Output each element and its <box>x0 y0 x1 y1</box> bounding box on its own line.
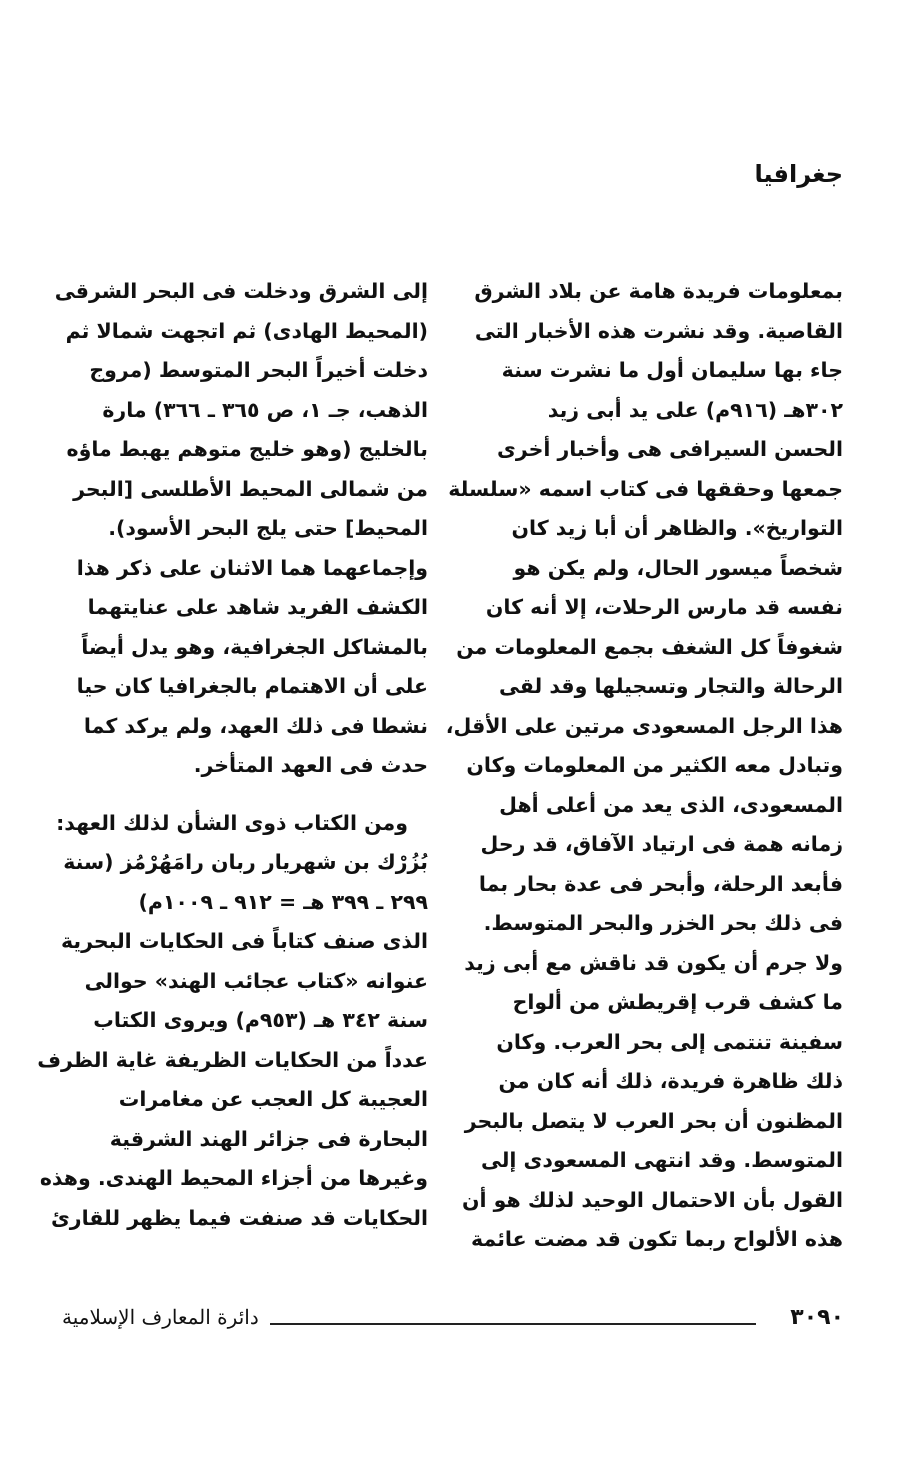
text-line: نفسه قد مارس الرحلات، إلا أنه كان <box>485 595 843 619</box>
text-line: من شمالى المحيط الأطلسى [البحر <box>73 476 428 501</box>
text-line: الحسن السيرافى هى وأخبار أخرى <box>497 437 843 461</box>
text-line: ذلك ظاهرة فريدة، ذلك أنه كان من <box>498 1069 843 1093</box>
text-line: ٢٩٩ ـ ٣٩٩ هـ = ٩١٢ ـ ١٠٠٩م) <box>138 889 428 914</box>
text-line: بُزُرْك بن شهريار ربان رامَهُرْمُز (سنة <box>63 850 428 874</box>
page-number: ٣٠٩٠ <box>790 1305 844 1330</box>
text-line: دخلت أخيراً البحر المتوسط (مروج <box>89 358 428 382</box>
text-line: القاصية. وقد نشرت هذه الأخبار التى <box>474 318 843 343</box>
text-line: سنة ٣٤٢ هـ (٩٥٣م) ويروى الكتاب <box>93 1008 428 1032</box>
text-line: وتبادل معه الكثير من المعلومات وكان <box>466 753 843 777</box>
text-line: ومن الكتاب ذوى الشأن لذلك العهد: <box>56 810 408 835</box>
text-line: عنوانه «كتاب عجائب الهند» حوالى <box>84 968 428 993</box>
text-line: فى ذلك بحر الخزر والبحر المتوسط. <box>483 911 843 935</box>
text-line: الرحالة والتجار وتسجيلها وقد لقى <box>499 674 843 698</box>
text-line: جمعها وحققها فى كتاب اسمه «سلسلة <box>448 476 843 501</box>
text-line: زمانه همة فى ارتياد الآفاق، قد رحل <box>480 832 843 856</box>
text-line: ٣٠٢هـ (٩١٦م) على يد أبى زيد <box>547 397 843 422</box>
text-line: بمعلومات فريدة هامة عن بلاد الشرق <box>474 279 843 303</box>
text-line: العجيبة كل العجب عن مغامرات <box>118 1087 428 1111</box>
footer-title: دائرة المعارف الإسلامية <box>62 1305 259 1329</box>
text-line: الحكايات قد صنفت فيما يظهر للقارئ <box>51 1205 428 1230</box>
text-line: شخصاً ميسور الحال، ولم يكن هو <box>513 555 843 580</box>
text-line: ولا جرم أن يكون قد ناقش مع أبى زيد <box>464 950 843 975</box>
text-line: هذه الألواح ربما تكون قد مضت عائمة <box>471 1227 843 1251</box>
text-line: وإجماعهما هما الاثنان على ذكر هذا <box>76 555 428 580</box>
page-footer <box>62 1305 844 1339</box>
text-line: جاء بها سليمان أول ما نشرت سنة <box>501 358 843 382</box>
text-line: (المحيط الهادى) ثم اتجهت شمالا ثم <box>65 318 428 343</box>
text-line: إلى الشرق ودخلت فى البحر الشرقى <box>54 279 428 303</box>
text-line: بالمشاكل الجغرافية، وهو يدل أيضاً <box>81 634 428 659</box>
text-line: نشطا فى ذلك العهد، ولم يركد كما <box>83 713 428 738</box>
text-line: بالخليج (وهو خليج متوهم يهبط ماؤه <box>66 437 428 461</box>
text-line: على أن الاهتمام بالجغرافيا كان حيا <box>76 674 428 698</box>
text-line: الكشف الفريد شاهد على عنايتهما <box>87 595 428 619</box>
text-line: وغيرها من أجزاء المحيط الهندى. وهذه <box>39 1166 428 1190</box>
text-line: سفينة تنتمى إلى بحر العرب. وكان <box>496 1029 843 1054</box>
text-line: التواريخ». والظاهر أن أبا زيد كان <box>511 516 843 540</box>
text-line: القول بأن الاحتمال الوحيد لذلك هو أن <box>462 1187 843 1212</box>
text-line: المظنون أن بحر العرب لا يتصل بالبحر <box>464 1108 843 1133</box>
text-line: المتوسط. وقد انتهى المسعودى إلى <box>480 1148 843 1172</box>
text-line: فأبعد الرحلة، وأبحر فى عدة بحار بما <box>478 871 843 896</box>
text-line: ما كشف قرب إقريطش من ألواح <box>512 990 843 1014</box>
text-line: شغوفاً كل الشغف بجمع المعلومات من <box>456 634 843 659</box>
text-line: الذهب، جـ ١، ص ٣٦٥ ـ ٣٦٦) مارة <box>102 397 428 422</box>
text-line: حدث فى العهد المتأخر. <box>193 753 428 777</box>
text-line: الذى صنف كتاباً فى الحكايات البحرية <box>60 929 428 953</box>
text-column-right <box>445 272 843 1260</box>
text-line: المسعودى، الذى يعد من أعلى أهل <box>499 792 843 817</box>
page-header-title: جغرافيا <box>754 160 843 188</box>
text-line: هذا الرجل المسعودى مرتين على الأقل، <box>445 713 843 738</box>
footer-divider <box>270 1323 756 1325</box>
text-line: البحارة فى جزائر الهند الشرقية <box>109 1126 428 1151</box>
text-line: عدداً من الحكايات الظريفة غاية الظرف <box>37 1047 428 1072</box>
text-column-left <box>37 272 428 1238</box>
text-line: المحيط] حتى يلج البحر الأسود). <box>108 516 428 540</box>
